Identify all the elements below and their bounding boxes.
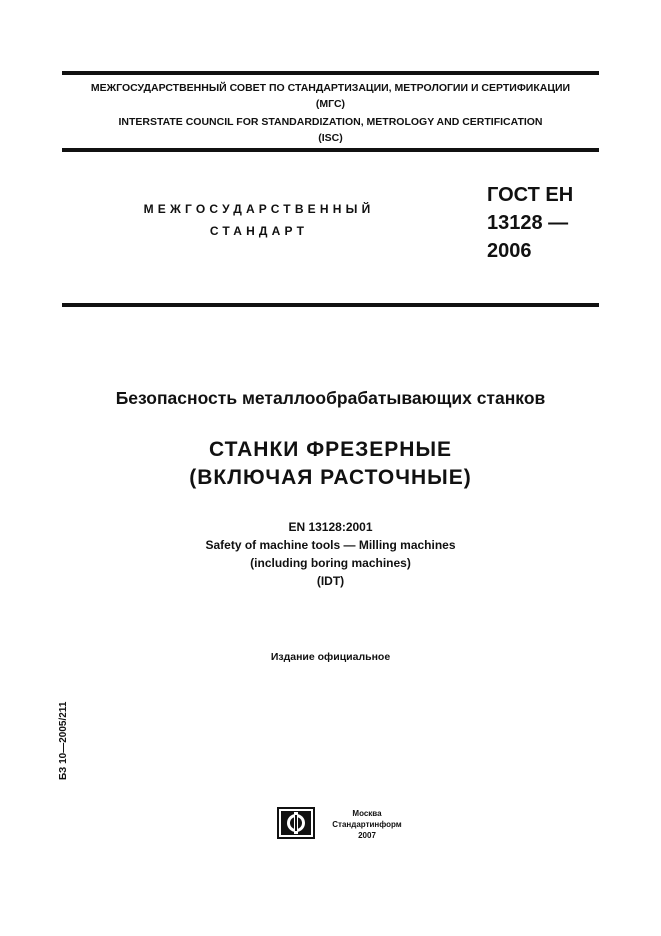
- document-title-line2: (ВКЛЮЧАЯ РАСТОЧНЫЕ): [189, 466, 472, 489]
- council-en-name: INTERSTATE COUNCIL FOR STANDARDIZATION, METROLOGY AND CERTIFICATION: [118, 116, 543, 128]
- gost-line1: ГОСТ ЕН: [487, 184, 574, 206]
- document-title-line1: СТАНКИ ФРЕЗЕРНЫЕ: [208, 438, 453, 461]
- designation-rule: [62, 303, 599, 307]
- header-rule: [62, 148, 599, 152]
- gost-designation: [487, 181, 607, 265]
- document-title: [0, 436, 661, 492]
- edition-label: Издание официальное: [270, 651, 391, 663]
- top-rule: [62, 71, 599, 75]
- side-note: БЗ 10—2005/211: [58, 701, 69, 780]
- international-reference: [0, 518, 661, 590]
- council-ru-abbr: (МГС): [315, 98, 346, 110]
- publisher-year: 2007: [358, 831, 376, 840]
- gost-line2: 13128 —: [487, 212, 569, 234]
- publisher-info: [322, 808, 412, 841]
- standard-kind: [118, 198, 400, 242]
- publisher-name: Стандартинформ: [332, 820, 402, 829]
- en-title-line1: Safety of machine tools — Milling machines: [205, 538, 456, 552]
- subject-title: Безопасность металлообрабатывающих станков: [115, 388, 546, 408]
- standard-kind-line2: СТАНДАРТ: [209, 224, 309, 238]
- council-en: [62, 114, 599, 146]
- publisher-city: Москва: [352, 809, 382, 818]
- council-ru-name: МЕЖГОСУДАРСТВЕННЫЙ СОВЕТ ПО СТАНДАРТИЗАЦИИ, МЕТРОЛОГИИ И СЕРТИФИКАЦИИ: [90, 82, 571, 94]
- council-ru: [62, 80, 599, 112]
- en-reference: EN 13128:2001: [288, 520, 373, 534]
- publisher-logo-icon: [277, 807, 315, 839]
- en-idt: (IDT): [316, 574, 345, 588]
- en-title-line2: (including boring machines): [250, 556, 411, 570]
- council-en-abbr: (ISC): [318, 132, 343, 144]
- standard-kind-line1: МЕЖГОСУДАРСТВЕННЫЙ: [143, 202, 375, 216]
- gost-line3: 2006: [487, 240, 532, 262]
